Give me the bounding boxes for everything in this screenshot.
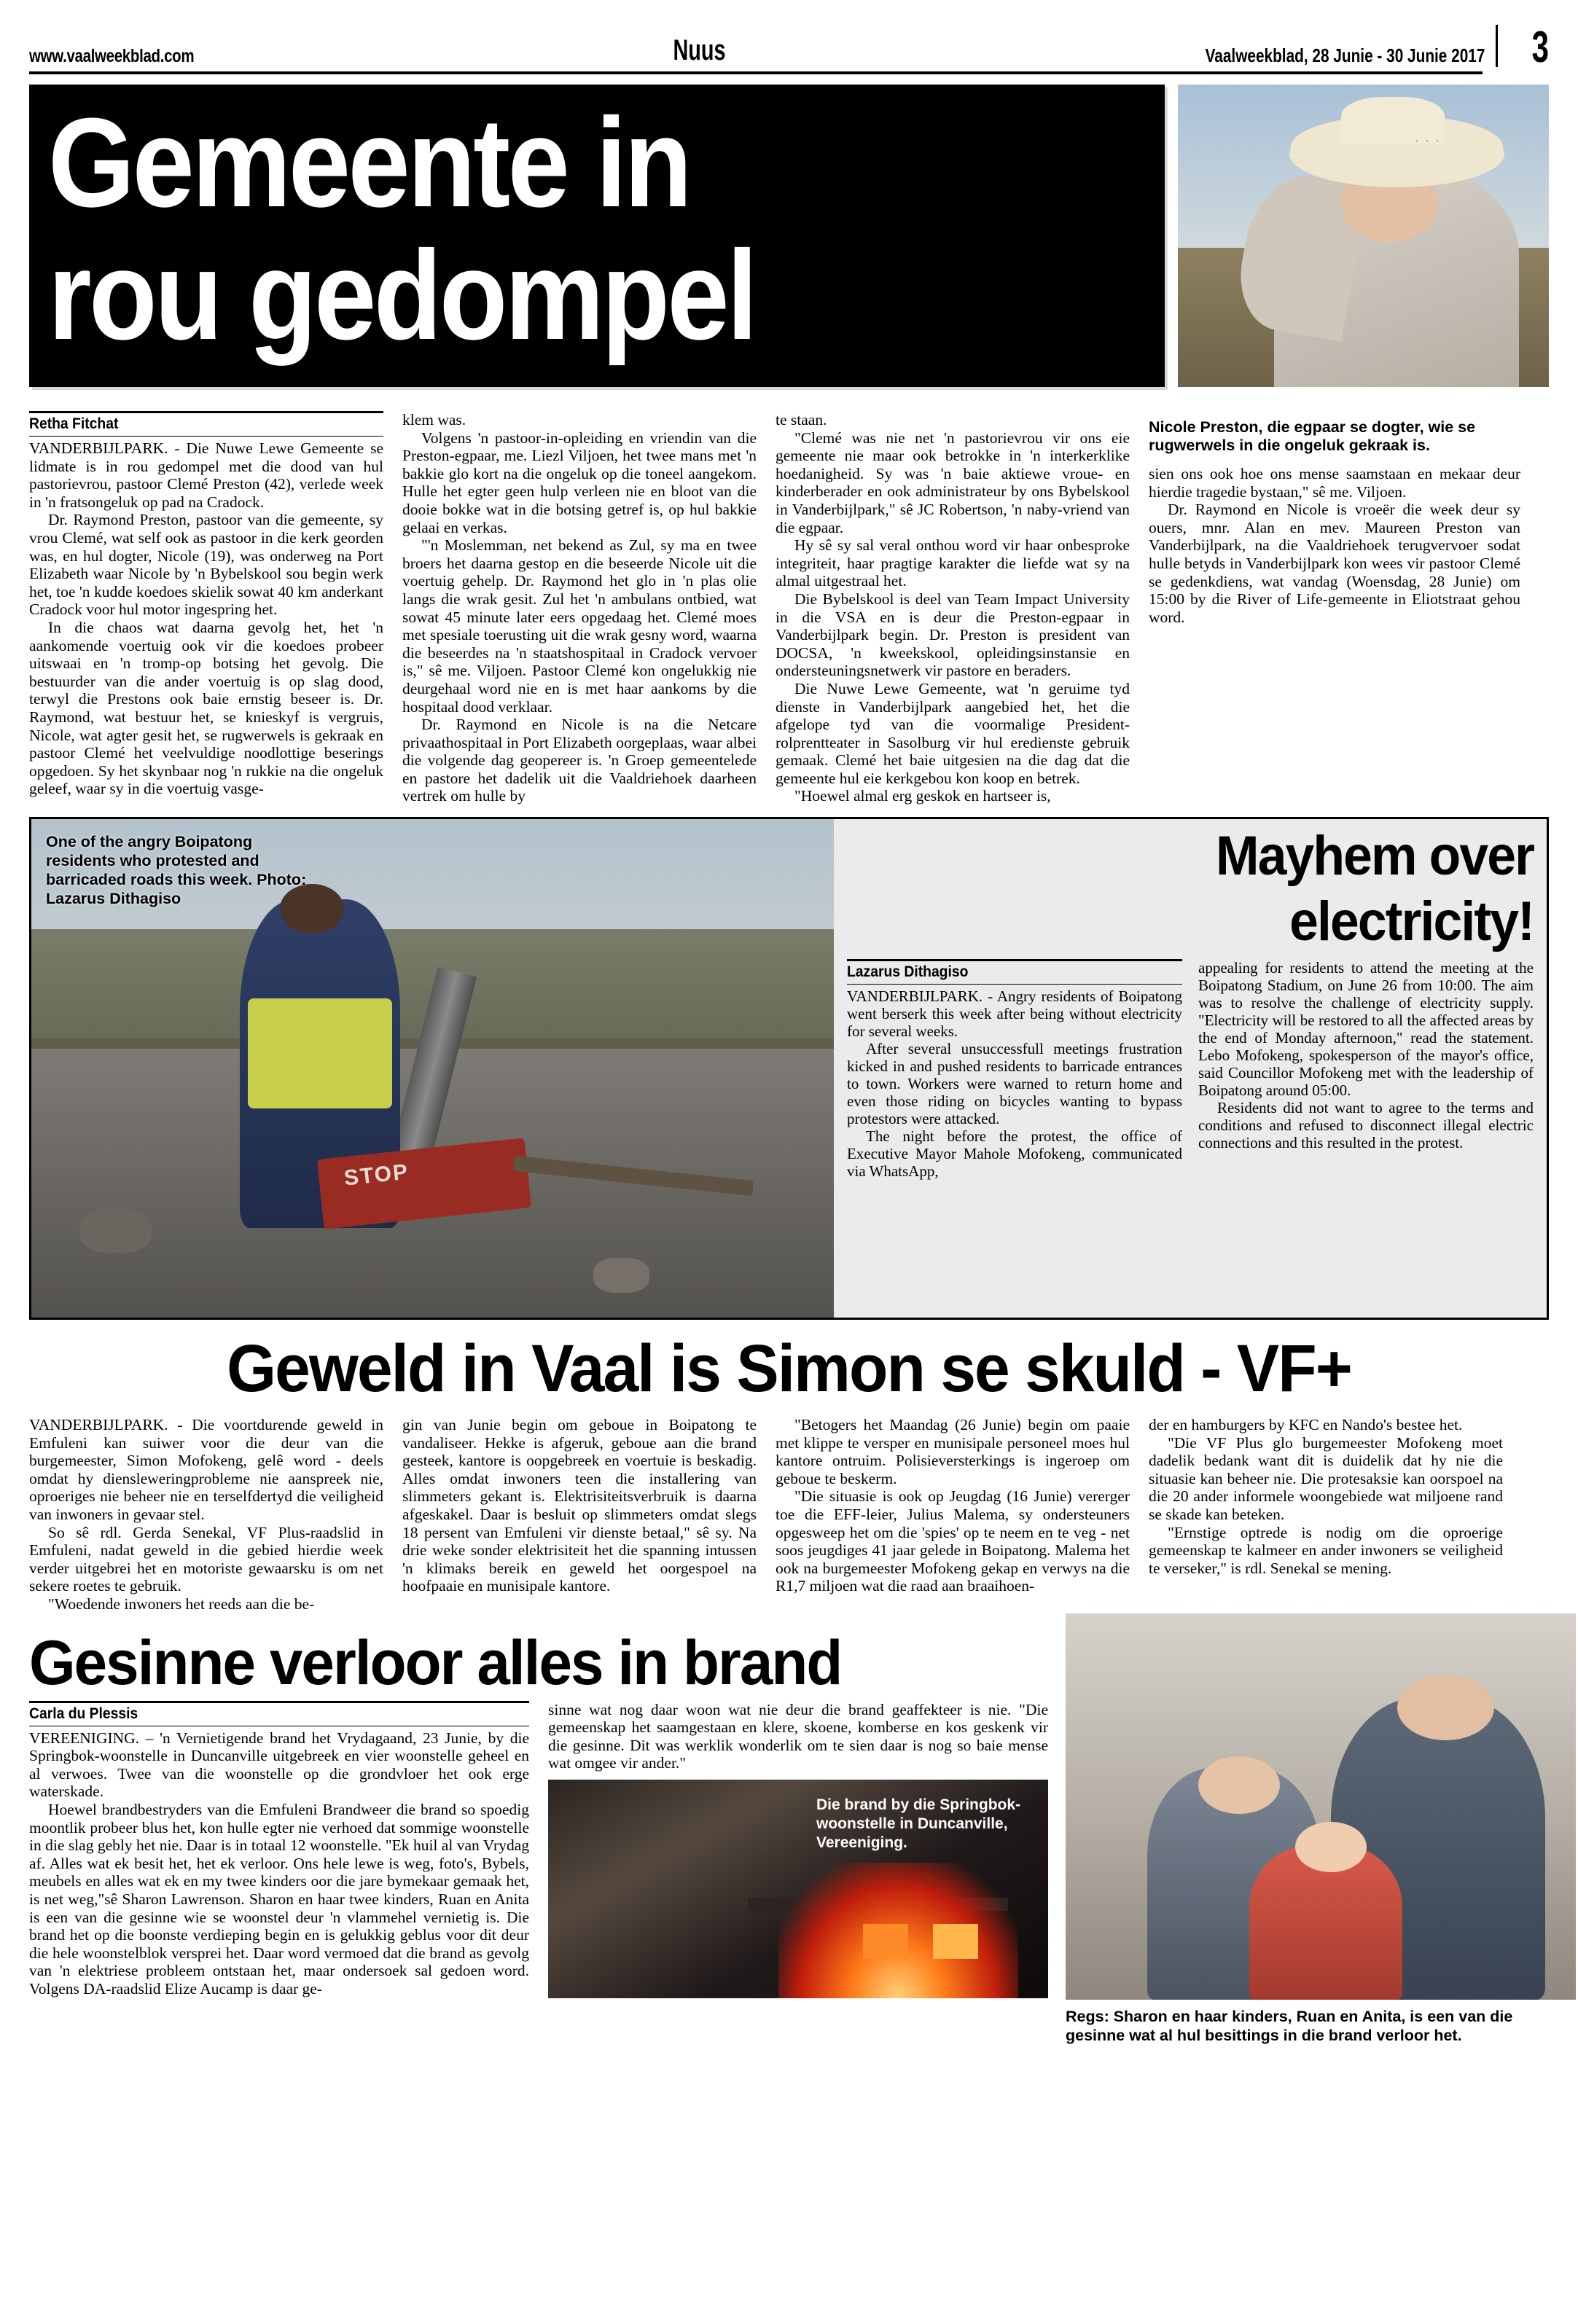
paragraph: VEREENIGING. – 'n Vernietigende brand het Vrydagaand, 23 Junie, by die Springbok-woonstelle in Duncanville uitgebreek en vier woonstelle geheel en al verwoes. Twee van die woonstelle op die grondvloer het ook erge waterskade. bbox=[29, 1729, 529, 1801]
geweld-column-4 bbox=[1149, 1416, 1503, 1613]
paragraph: Dr. Raymond en Nicole is na die Netcare privaathospitaal in Port Elizabeth oorgeplaas, waar albei die volgende dag geopereer is. 'n Groep gemeentelede en pastore het dadelik uit die Vaaldriehoek daarheen vertrek om hulle by bbox=[402, 716, 757, 805]
section-title: Nuus bbox=[673, 34, 726, 66]
main-byline: Retha Fitchat bbox=[29, 415, 119, 432]
protest-photo-vest bbox=[248, 998, 392, 1108]
gesinne-headline: Gesinne verloor alles in brand bbox=[29, 1627, 842, 1698]
paragraph: sien ons ook hoe ons mense saamstaan en mekaar deur hierdie tragedie bystaan," sê me. Viljoen. bbox=[1149, 465, 1520, 501]
boipatong-protest-photo bbox=[31, 819, 834, 1318]
paragraph: Dr. Raymond en Nicole is vroeër die week deur sy ouers, mnr. Alan en mev. Maureen Preston van Vanderbijlpark, na die Vaaldriehoek terugvervoer sodat hulle betyds in Vanderbijlpark kon wees vir pastoor Clemé se gedenkdiens, wat vandag (Woensdag, 28 Junie) om 15:00 by die River of Life-gemeente in Eliotstraat gehou word. bbox=[1149, 501, 1520, 626]
geweld-columns bbox=[29, 1416, 1549, 1613]
gesinne-column-1 bbox=[29, 1701, 529, 1998]
masthead bbox=[29, 0, 1549, 71]
mayhem-byline-box bbox=[847, 959, 1182, 985]
hero-section bbox=[29, 85, 1549, 398]
paragraph: "Die VF Plus glo burgemeester Mofokeng moet dadelik bedank want dit is duidelik dat hy nie die situasie kan beheer nie. Die protesaksie kan oorspoel na die 20 ander informele woongebiede wat miljoene rand se skade kan beteken. bbox=[1149, 1433, 1503, 1524]
fire-photo-window-left bbox=[933, 1924, 978, 1959]
paragraph: klem was. bbox=[402, 411, 466, 429]
gesinne-column-2 bbox=[548, 1701, 1048, 1998]
main-headline-line2: rou gedompel bbox=[48, 224, 756, 366]
paragraph: "Ernstige optrede is nodig om die oproerige gemeenskap te kalmeer en ander inwoners se veiligheid te verseker," is rdl. Senekal se mening. bbox=[1149, 1523, 1503, 1577]
paragraph: Die Nuwe Lewe Gemeente, wat 'n geruime tyd dienste in Vanderbijlpark aangebied het, het die afgelope tyd van die voormalige President-rolprentteater in Sasolburg vir hul eredienste gebruik gemaak. Clemé het baie uitgesien na die dag dat die gemeente hul eie kerkgebou kon koop en betrek. bbox=[776, 679, 1130, 787]
geweld-column-1 bbox=[29, 1416, 383, 1613]
paragraph: VANDERBIJLPARK. - Die Nuwe Lewe Gemeente se lidmate is in rou gedompel met die dood van hul pastorievrou, pastoor Clemé Preston (42), verlede week in 'n fratsongeluk op pad na Cradock. bbox=[29, 439, 383, 511]
paragraph: VANDERBIJLPARK. - Die voortdurende geweld in Emfuleni kan suiwer voor die deur van die burgemeester, Simon Mofokeng, gelê word - deels omdat hy diensleweringprobleme nie aanspreek nie, oproeriges nie beheer nie en terselfdertyd die veiligheid van inwoners in gevaar stel. bbox=[29, 1416, 383, 1524]
protest-photo-rock-right bbox=[593, 1258, 649, 1293]
main-byline-box bbox=[29, 411, 383, 437]
protest-photo-rock-left bbox=[79, 1208, 152, 1253]
photo-detail-dots: · · · bbox=[1415, 136, 1442, 147]
paragraph: After several unsuccessfull meetings frustration kicked in and pushed residents to barricade entrances to town. Workers were warned to return home and even those riding on bicycles wanting to bypass protestors were attacked. bbox=[847, 1040, 1182, 1128]
stop-sign-text: STOP bbox=[343, 1159, 410, 1191]
fire-photo bbox=[548, 1780, 1048, 1998]
family-photo-girl-face bbox=[1295, 1822, 1367, 1872]
paragraph: te staan. bbox=[776, 411, 827, 429]
masthead-rule bbox=[29, 71, 1483, 74]
publication-date: Vaalweekblad, 28 Junie - 30 Junie 2017 bbox=[1205, 44, 1485, 66]
masthead-divider bbox=[1496, 25, 1498, 67]
mayhem-column-2 bbox=[1198, 959, 1534, 1180]
main-headline-block bbox=[29, 85, 1165, 387]
mayhem-text-block bbox=[834, 819, 1547, 1318]
geweld-headline: Geweld in Vaal is Simon se skuld - VF+ bbox=[227, 1331, 1351, 1406]
paragraph: gin van Junie begin om geboue in Boipatong te vandaliseer. Hekke is afgeruk, geboue aan die brand gesteek, kantore is oopgebreek en voertuie is beskadig. Alles omdat inwoners teen die installering van slimmeters gekant is. Elektrisiteitsverbruik is daarna afgeskakel. Daar is besluit op slimmeters omdat slegs 18 persent van Emfuleni vir dienste betaal," sê sy. Na drie weke sonder elektrisiteit het die spanning intussen 'n klimaks bereik en geweld het oorgespoel na hoofpaaie en munisipale kantore. bbox=[402, 1416, 757, 1595]
website-url[interactable]: www.vaalweekblad.com bbox=[29, 46, 195, 66]
paragraph: So sê rdl. Gerda Senekal, VF Plus-raadslid in Emfuleni, nadat geweld in die gebied hierdie week verder uitgebrei het en motoriste gewaarsku is om net sekere roetes te gebruik. bbox=[29, 1523, 383, 1595]
main-article-column-4 bbox=[1149, 411, 1520, 805]
gesinne-byline: Carla du Plessis bbox=[29, 1705, 138, 1722]
mayhem-article bbox=[29, 817, 1549, 1320]
gesinne-left-block bbox=[29, 1613, 1048, 2045]
mayhem-byline: Lazarus Dithagiso bbox=[847, 963, 969, 981]
mayhem-columns bbox=[847, 959, 1534, 1180]
paragraph: VANDERBIJLPARK. - Angry residents of Boipatong went berserk this week after being without electricity for several weeks. bbox=[847, 987, 1182, 1041]
main-article-column-3 bbox=[776, 411, 1130, 805]
paragraph: "Woedende inwoners het reeds aan die be- bbox=[48, 1595, 315, 1613]
main-article-columns bbox=[29, 411, 1549, 805]
paragraph: Die Bybelskool is deel van Team Impact University in die VSA en is deur die Preston-egpaar in Vanderbijlpark begin. Dr. Preston is president van DOCSA, 'n kweekskool, opleidingsinstansie en ondersteuningsnetwerk vir pastore en beraders. bbox=[776, 590, 1130, 680]
paragraph: der en hamburgers by KFC en Nando's bestee het. bbox=[1149, 1416, 1463, 1434]
paragraph: "'n Moslemman, net bekend as Zul, sy ma en twee broers het daarna gestop en die beseerde Nicole uit die voertuig gehelp. Dr. Raymond het glo in 'n plas olie langs die wrak gesit. Zul het 'n ambulans ontbied, wat sowat 45 minute later eers opgedaag het. Clemé moes met spesiale toerusting uit die wrak gesny word, waarna die beseerdes na 'n staatshospitaal in Cradock vervoer is," sê me. Viljoen. Pastoor Clemé kon ongelukkig nie deurgehaal word nie en is met haar aankoms by die hospitaal dood verklaar. bbox=[402, 536, 757, 716]
paragraph: "Betogers het Maandag (26 Junie) begin om paaie met klippe te versper en munisipale personeel moes hul kantore ontruim. Polisieversterkings is ingeroep om geboue te beskerm. bbox=[776, 1416, 1130, 1487]
gesinne-columns bbox=[29, 1701, 1048, 1998]
paragraph: appealing for residents to attend the meeting at the Boipatong Stadium, on June 26 from 10:00. The aim was to resolve the challenge of electricity supply. "Electricity will be restored to all the affected areas by the end of Monday afternoon," read the statement. Lebo Mofokeng, spokesperson of the mayor's office, said Councillor Mofokeng met with the leadership of Boipatong around 05:00. bbox=[1198, 959, 1534, 1100]
paragraph: "Clemé was nie net 'n pastorievrou vir ons eie gemeente nie maar ook betrokke in 'n interkerklike hoedanigheid. Sy was 'n baie aktiewe vroue- en kinderberader en ook administrateur by ons Bybelskool in Vanderbijlpark," sê JC Robertson, 'n naby-vriend van die egpaar. bbox=[776, 429, 1130, 536]
paragraph: In die chaos wat daarna gevolg het, het 'n aankomende voertuig ook vir die koedoes probeer uitswaai en 'n tromp-op botsing het gevolg. Die bestuurder van die ander voertuig is op slag dood, terwyl die Prestons ook baie ernstig beseer is. Dr. Raymond, wat bestuur het, se knieskyf is vergruis, Nicole, wat agter gesit het, se rugwerwels is gekraak en pastoor Clemé het veelvuldige noodlottige beserings opgedoen. Sy het skynbaar nog 'n rukkie na die ongeluk geleef, waar sy in die voertuig vasge- bbox=[29, 618, 383, 798]
main-article-column-2 bbox=[402, 411, 757, 805]
paragraph: Dr. Raymond Preston, pastoor van die gemeente, sy vrou Clemé, wat self ook as pastoor in die kerk georden was, en hul dogter, Nicole (19), was onderweg na Port Elizabeth waar Nicole by 'n Bybelskool sou begin werk het, toe 'n kudde koedoes skielik sowat 40 km anderkant Cradock voor hul motor ingespring het. bbox=[29, 511, 383, 619]
main-article-column-1 bbox=[29, 411, 383, 805]
gesinne-byline-box bbox=[29, 1701, 529, 1726]
nicole-preston-photo bbox=[1178, 85, 1549, 387]
family-photo-caption: Regs: Sharon en haar kinders, Ruan en Anita, is een van die gesinne wat al hul besittings in die brand verloor het. bbox=[1066, 2007, 1513, 2044]
mayhem-headline-line1: Mayhem over bbox=[1216, 825, 1534, 888]
geweld-column-3 bbox=[776, 1416, 1130, 1613]
fire-photo-caption: Die brand by die Springbok-woonstelle in Duncanville, Vereeniging. bbox=[816, 1796, 1021, 1851]
gesinne-right-block bbox=[1066, 1613, 1576, 2045]
paragraph: sinne wat nog daar woon wat nie deur die brand geaffekteer is nie. "Die gemeenskap het saamgestaan en klere, skoene, komberse en kos geskenk vir die gesinne. Dit was werklik wonderlik om te sien daar is nog so baie mense wat omgee vir ander." bbox=[548, 1700, 1048, 1772]
geweld-column-2 bbox=[402, 1416, 757, 1613]
main-headline-line1: Gemeente in bbox=[48, 91, 690, 233]
paragraph: The night before the protest, the office of Executive Mayor Mahole Mofokeng, communicated via WhatsApp, bbox=[847, 1127, 1182, 1181]
family-photo-boy-face bbox=[1198, 1756, 1280, 1815]
fire-photo-window-right bbox=[863, 1924, 908, 1959]
mayhem-headline-line2: electricity! bbox=[1289, 891, 1534, 953]
paragraph: Residents did not want to agree to the terms and conditions and refused to disconnect illegal electric connections and this resulted in the protest. bbox=[1198, 1099, 1534, 1152]
paragraph: Hoewel brandbestryders van die Emfuleni Brandweer die brand so spoedig moontlik probeer blus het, kon hulle egter nie verhoed dat sommige woonstelle in die slag gebly het nie. Daar is in totaal 12 woonstelle. "Ek huil al van Vrydag af. Alles wat ek besit het, het ek verloor. Ons hele lewe is weg, foto's, Bybels, meubels en alles wat ek en my twee kinders oor die jare bymekaar gemaak het, is net weg,"sê Sharon Lawrenson. Sharon en haar twee kinders, Ruan en Anita is een van die gesinne wie se woonstel deur 'n vlammehel vernietig is. Die brand het op die boonste verdieping begin en is gelukkig geblus voor dit deur die hele woonstelblok versprei het. Daar word vermoed dat die brand as gevolg van 'n elektriese probleem ontstaan het, maar ondersoek sal gedoen word. Volgens DA-raadslid Elize Aucamp is daar ge- bbox=[29, 1800, 529, 1998]
boipatong-photo-caption: One of the angry Boipatong residents who protested and barricaded roads this week. Photo: Lazarus Dithagiso bbox=[46, 833, 307, 908]
paragraph: "Hoewel almal erg geskok en hartseer is, bbox=[794, 787, 1051, 805]
family-photo-mother-face bbox=[1397, 1675, 1494, 1740]
family-photo bbox=[1066, 1613, 1576, 2000]
paragraph: Hy sê sy sal veral onthou word vir haar onbesproke integriteit, haar pragtige karakter die liefde wat sy na almal uitgestraal het. bbox=[776, 536, 1130, 590]
paragraph: "Die situasie is ook op Jeugdag (16 Junie) vererger toe die EFF-leier, Julius Malema, sy ondersteuners opgesweep het om die 'spies' op te neem en te veg - net soos jeugdiges 41 jaar gelede in Boipatong. Malema het ook na burgemeester Mofokeng gekap en verwys na die R1,7 miljoen wat die raad aan braaihoen- bbox=[776, 1487, 1130, 1595]
nicole-photo-caption: Nicole Preston, die egpaar se dogter, wie se rugwerwels in die ongeluk gekraak is. bbox=[1149, 418, 1476, 454]
mayhem-column-1 bbox=[847, 959, 1182, 1180]
paragraph: Volgens 'n pastoor-in-opleiding en vriendin van die Preston-egpaar, me. Liezl Viljoen, het twee mans met 'n bakkie glo kort na die ongeluk op die toneel aangekom. Hulle het egter geen hulp verleen nie en bloot van die dooie bokke wat in die botsing getref is, op hul bakkie gelaai en verkas. bbox=[402, 429, 757, 536]
page-number: 3 bbox=[1531, 23, 1549, 71]
gesinne-article bbox=[29, 1613, 1549, 2045]
